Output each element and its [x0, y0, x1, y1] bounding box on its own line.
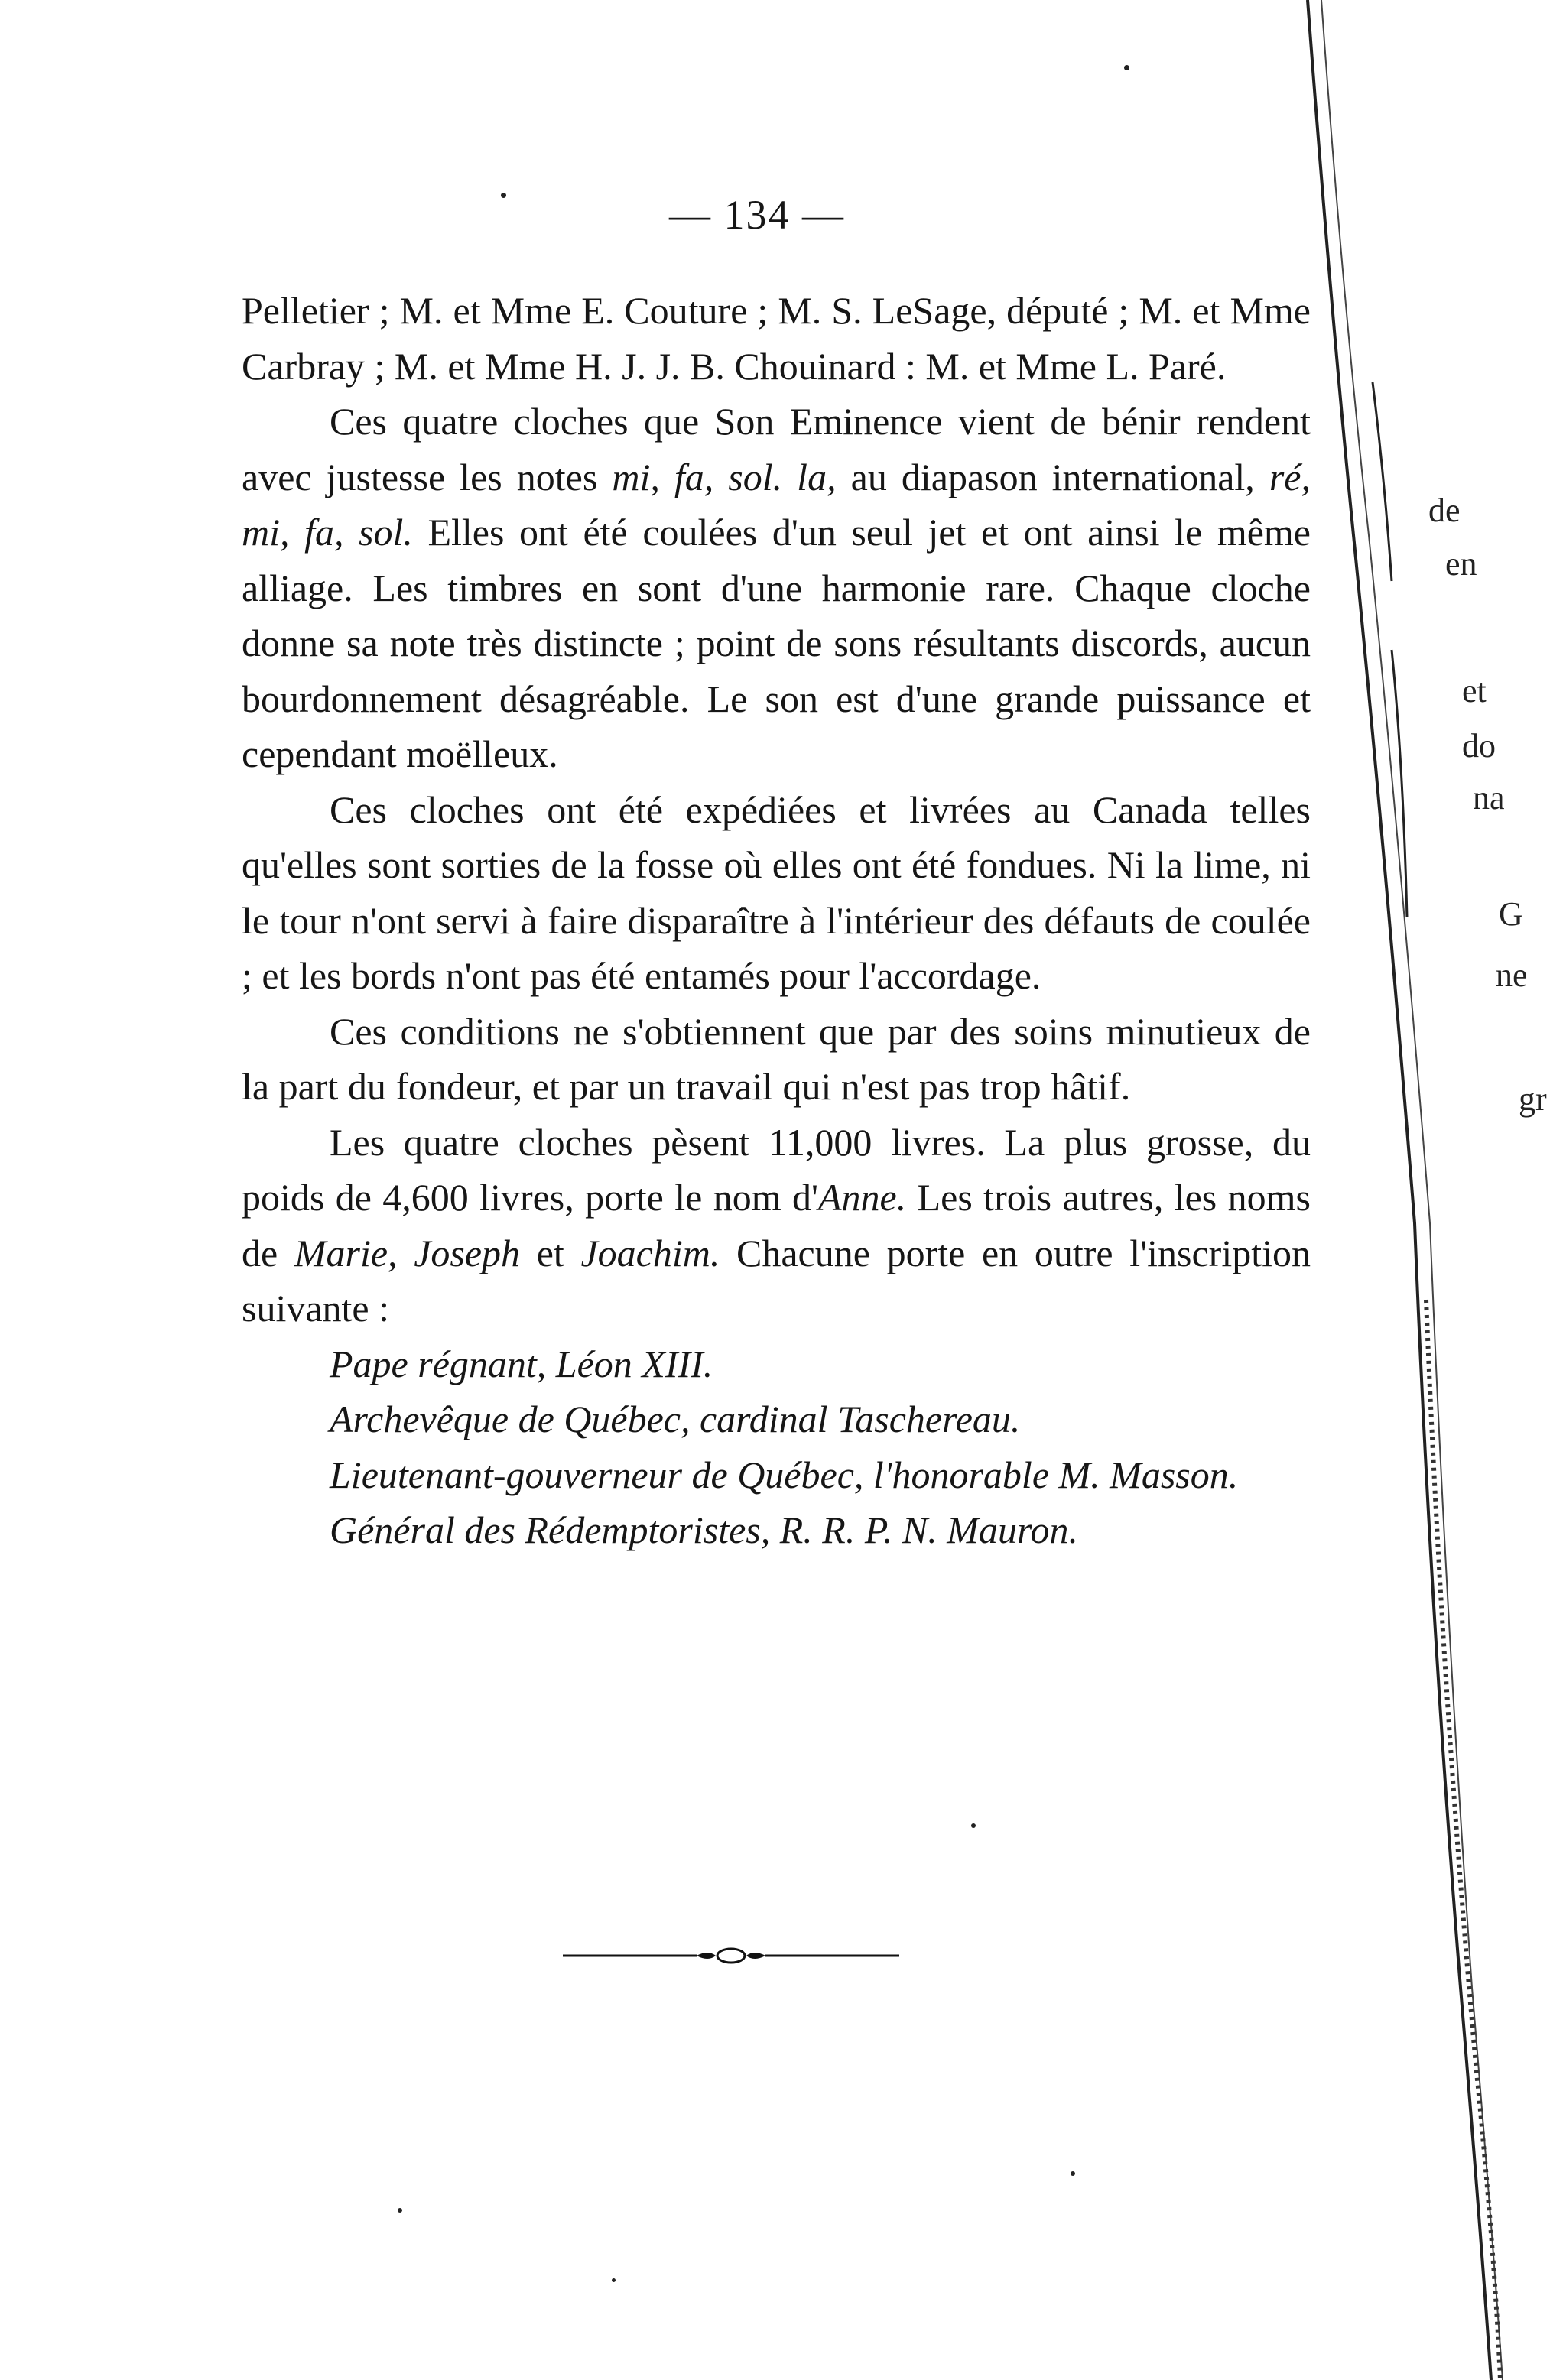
- facing-page-fragment: de: [1428, 492, 1461, 529]
- bell-name: Anne.: [818, 1176, 907, 1219]
- inscription-line: Archevêque de Québec, cardinal Taschereau.: [330, 1398, 1021, 1440]
- facing-page-fragment: do: [1462, 727, 1496, 765]
- text-run: au diapason international,: [836, 455, 1269, 498]
- inscription-line: Lieutenant-gouverneur de Québec, l'honorable M. Masson.: [330, 1453, 1239, 1496]
- facing-page-fragment: et: [1462, 672, 1487, 709]
- paragraph-conditions: Ces conditions ne s'obtiennent que par des soins minutieux de la part du fondeur, et par un travail qui n'est pas trop hâtif.: [242, 1009, 1311, 1108]
- bell-name: Joachim.: [580, 1231, 720, 1274]
- body-text: [242, 283, 1311, 1558]
- notes-italic: ré, mi, fa, sol.: [242, 455, 1311, 554]
- ornament-divider: [563, 1940, 899, 1971]
- facing-page-fragment: en: [1445, 545, 1477, 583]
- paragraph-attendees: Pelletier ; M. et Mme E. Couture ; M. S. LeSage, député ; M. et Mme Carbray ; M. et Mme H. J. J. B. Chouinard : M. et Mme L. Paré.: [242, 289, 1311, 388]
- inscription-line: Pape régnant, Léon XIII.: [330, 1342, 713, 1385]
- text-run: Ces quatre cloches que Son Eminence vient de bénir rendent avec justesse les notes: [242, 400, 1311, 498]
- inscription-line: Général des Rédemptoristes, R. R. P. N. Mauron.: [330, 1508, 1079, 1551]
- book-spine-gutter: [1300, 0, 1563, 2380]
- print-speck: [971, 1823, 976, 1828]
- notes-italic: mi, fa, sol. la,: [612, 455, 837, 498]
- facing-page-fragment: ne: [1496, 956, 1528, 994]
- print-speck: [612, 2278, 616, 2282]
- text-run: Elles ont été coulées d'un seul jet et ont ainsi le même alliage. Les timbres en sont d'une harmonie rare. Chaque cloche donne sa note très distincte ; point de sons résultants discords, aucun bourdonnement désagréable. Le son est d'une grande puissance et cependant moëlleux.: [242, 511, 1311, 775]
- print-speck: [398, 2208, 402, 2213]
- paragraph-bells-notes: [242, 394, 1311, 782]
- facing-page-fragment: gr: [1519, 1080, 1547, 1118]
- text-run: et: [520, 1231, 581, 1274]
- print-speck: [1071, 2171, 1075, 2176]
- page-number: — 134 —: [669, 192, 845, 238]
- text-run: Les trois autres, les noms de: [242, 1176, 1311, 1274]
- print-speck: [501, 193, 506, 198]
- facing-page-fragment: na: [1473, 779, 1505, 817]
- paragraph-shipping: Ces cloches ont été expédiées et livrées au Canada telles qu'elles sont sorties de la fosse où elles ont été fondues. Ni la lime, ni le tour n'ont servi à faire disparaître à l'intérieur des défauts de coulée ; et les bords n'ont pas été entamés pour l'accordage.: [242, 787, 1311, 997]
- paragraph-weights: [242, 1115, 1311, 1336]
- bell-name: Marie, Joseph: [294, 1231, 521, 1274]
- print-speck: [1124, 65, 1129, 70]
- text-run: Les quatre cloches pèsent 11,000 livres. La plus grosse, du poids de 4,600 livres, porte le nom d': [242, 1120, 1311, 1219]
- facing-page-fragment: G: [1499, 895, 1523, 933]
- text-run: Chacune porte en outre l'inscription suivante :: [242, 1231, 1311, 1330]
